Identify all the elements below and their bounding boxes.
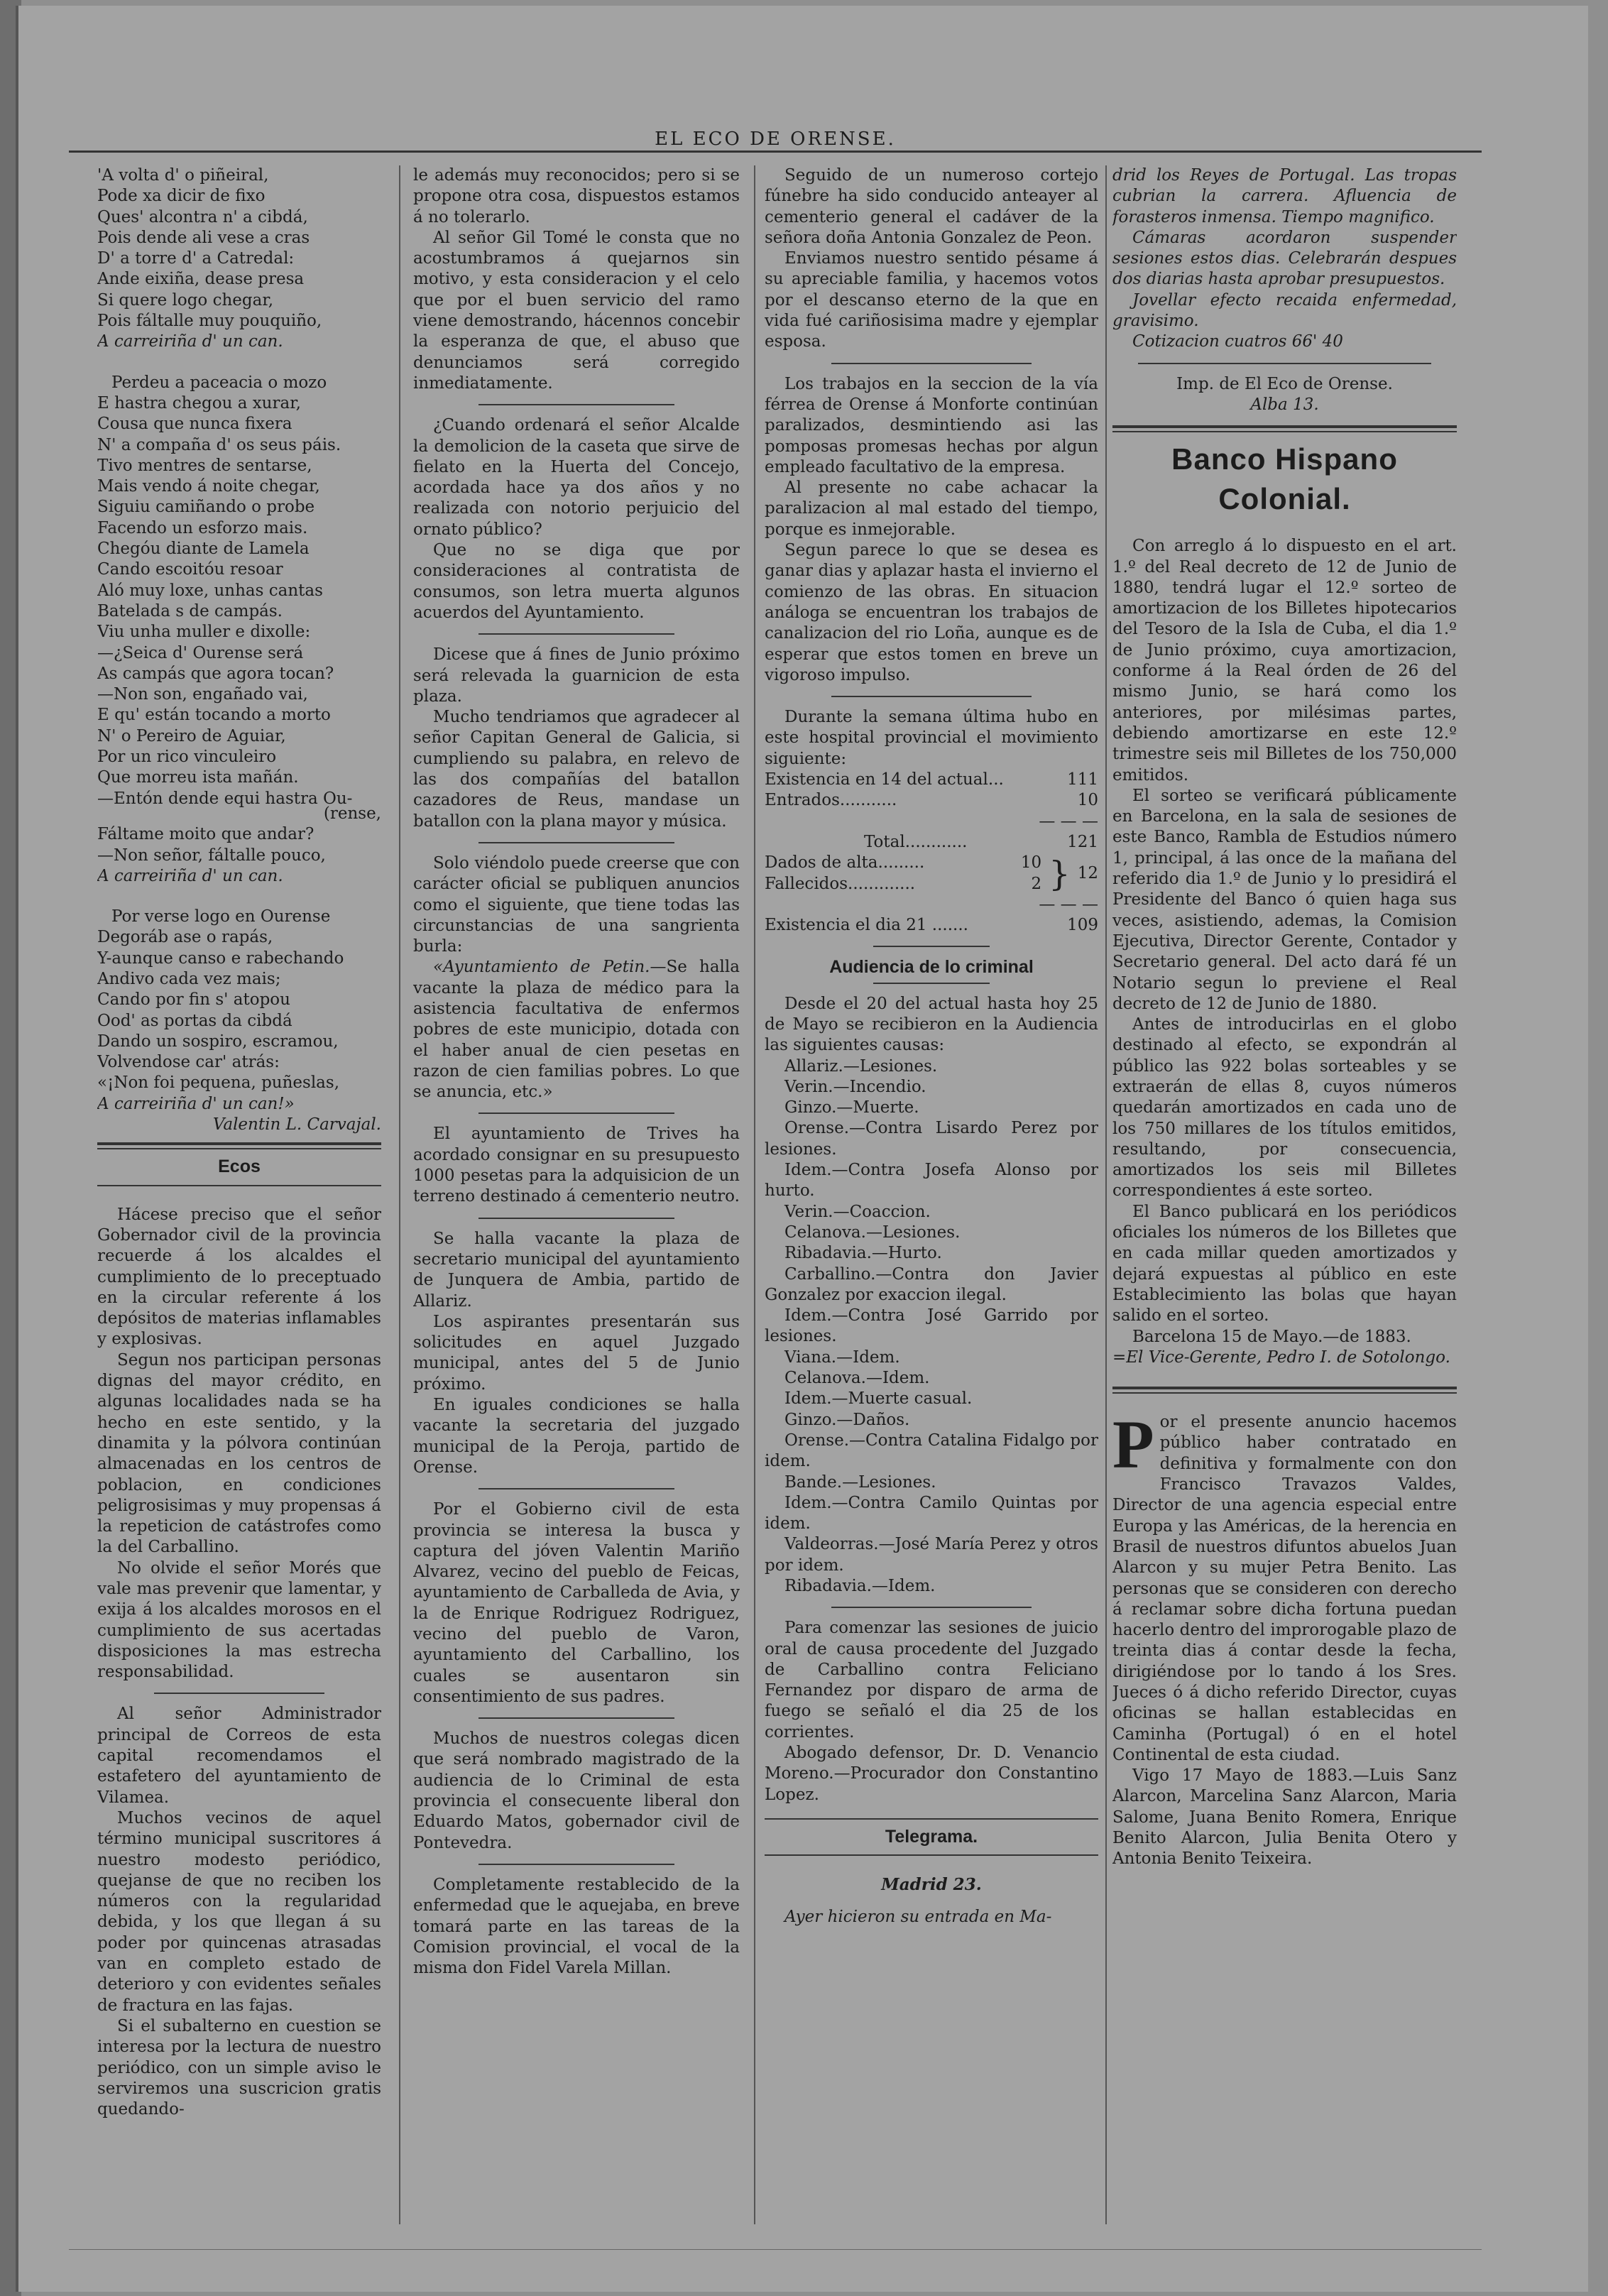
newspaper-header: EL ECO DE ORENSE.	[655, 129, 896, 150]
separator	[873, 983, 990, 984]
stat-value: 12	[1077, 863, 1098, 882]
section-rule	[765, 1818, 1098, 1820]
news-paragraph: Solo viéndolo puede creerse que con carácter oficial se publiquen anuncios como el siguiente, que tiene todas las circunstancias de una sangrienta burla:	[413, 853, 740, 956]
bank-paragraph: Con arreglo á lo dispuesto en el art. 1.º del Real decreto de 12 de Junio de 1880, tendrá lugar el 12.º sorteo de amortizacion de los Billetes hipotecarios del Tesoro de la Isla de Cuba, el dia 1.º de Junio próximo, cuya amortizacion, conforme á la Real órden de 26 del mismo Junio, se hará como los anteriores, por milésimas partes, debiendo amortizarse en este 12.º trimestre seis mil Billetes de los 750,000 emitidos.	[1112, 537, 1457, 785]
telegram-text: Cotizacion cuatros 66' 40	[1132, 332, 1343, 351]
case-item: Ribadavia.—Hurto.	[784, 1244, 942, 1263]
poem-signature: Valentin L. Carvajal.	[212, 1115, 381, 1135]
page-edge	[16, 6, 18, 2292]
stat-label: Existencia el dia 21 .......	[765, 916, 968, 935]
case-item: Valdeorras.—José María Perez y otros por idem.	[765, 1535, 1098, 1575]
separator	[478, 1717, 674, 1719]
poem-stanza-2	[97, 373, 381, 887]
poem-line: Pois dende ali vese a cras	[97, 228, 310, 247]
telegram-text: Jovellar efecto recaida enfermedad, gravisimo.	[1112, 290, 1457, 331]
poem-line: —¿Seica d' Ourense será	[97, 643, 304, 662]
case-item: Carballino.—Contra don Javier Gonzalez por exaccion ilegal.	[765, 1264, 1098, 1304]
section-title-audiencia: Audiencia de lo criminal	[829, 957, 1034, 978]
column-1	[97, 165, 381, 2224]
poem-line: Perdeu a paceacia o mozo	[111, 373, 327, 392]
news-paragraph: Al presente no cabe achacar la paralizacion al mal estado del tiempo, porque es inmejorable.	[765, 479, 1098, 539]
bank-paragraph: El Banco publicará en los periódicos oficiales los números de los Billetes que en cada millar queden amortizados y dejará expuestas al público en este Establecimiento las bolas que hayan salido en el sorteo.	[1112, 1202, 1457, 1325]
news-paragraph: Desde el 20 del actual hasta hoy 25 de Mayo se recibieron en la Audiencia las siguientes causas:	[765, 994, 1098, 1055]
stat-group	[765, 853, 1098, 895]
poem-line: Andivo cada vez mais;	[97, 969, 281, 988]
bank-paragraph: Barcelona 15 de Mayo.—de 1883.	[1132, 1327, 1411, 1346]
header-rule	[69, 151, 1482, 153]
stat-label: Total............	[864, 832, 968, 851]
quoted-notice-title: «Ayuntamiento de Petin.	[433, 958, 650, 977]
case-item: Idem.—Contra Josefa Alonso por hurto.	[765, 1161, 1098, 1201]
stat-row	[765, 853, 1041, 873]
case-item: Celanova.—Lesiones.	[784, 1223, 961, 1242]
case-item: Allariz.—Lesiones.	[784, 1056, 938, 1076]
poem-line: Chegóu diante de Lamela	[97, 540, 310, 559]
telegram-text: Cámaras acordaron suspender sesiones estos dias. Celebrarán despues dos diarias hasta aprobar presupuestos.	[1112, 228, 1457, 289]
column-divider	[1105, 165, 1107, 2224]
poem-line: Batelada s de campás.	[97, 601, 283, 621]
column-divider	[754, 165, 755, 2224]
news-paragraph: Hácese preciso que el señor Gobernador civil de la provincia recuerde á los alcaldes el cumplimiento de lo preceptuado en la circular referente á los depósitos de materias inflamables y explosivas.	[97, 1205, 381, 1349]
separator	[478, 1488, 674, 1489]
news-paragraph: Por el Gobierno civil de esta provincia se interesa la busca y captura del jóven Valentin Mariño Alvarez, vecino del pueblo de Feicas, ayuntamiento de Carballeda de Avia, y la de Enrique Rodriguez Rodriguez, vecino del pueblo de Varon, ayuntamiento del Carballino, los cuales se ausentaron sin consentimiento de sus padres.	[413, 1500, 740, 1706]
case-item: Verin.—Incendio.	[784, 1077, 926, 1096]
news-paragraph: le además muy reconocidos; pero si se propone otra cosa, dispuestos estamos á no tolerarlo.	[413, 166, 740, 226]
column-2	[413, 165, 740, 2224]
bank-paragraph: El sorteo se verificará públicamente en Barcelona, en la sala de sesiones de este Banco, Rambla de Estudios número 1, principal, á las once de la mañana del referido dia 1.º de Junio y lo presidirá el Presidente del Banco ó quien haga sus veces, asistiendo, ademas, la Comision Ejecutiva, Director Gerente, Contador y Secretario general. Del acto dará fé un Notario segun lo previene el Real decreto de 12 de Junio de 1880.	[1112, 786, 1457, 1013]
hospital-stats	[765, 770, 1098, 936]
news-paragraph: Muchos de nuestros colegas dicen que será nombrado magistrado de la audiencia de lo Criminal de esta provincia el consecuente liberal don Eduardo Matos, gobernador civil de Pontevedra.	[413, 1729, 740, 1852]
quoted-notice-body: —Se halla vacante la plaza de médico para la asistencia facultativa de enfermos pobres de este municipio, dotada con el haber anual de cien pesetas en razon de cien familias pobres. Lo que se anuncia, etc.»	[413, 958, 740, 1102]
telegram-text: Ayer hicieron su entrada en Ma-	[784, 1907, 1052, 1926]
stat-row	[765, 874, 1041, 895]
separator	[831, 1607, 1032, 1608]
section-rule	[97, 1142, 381, 1149]
case-item: Idem.—Contra José Garrido por lesiones.	[765, 1306, 1098, 1346]
separator	[154, 1693, 324, 1694]
poem-line: Si quere logo chegar,	[97, 290, 274, 310]
poem-line: Ques' alcontra n' a cibdá,	[97, 207, 308, 226]
poem-line: Ande eixiña, dease presa	[97, 270, 305, 289]
brace-icon: }	[1049, 853, 1071, 894]
stat-label: Dados de alta.........	[765, 853, 925, 873]
column-divider	[399, 165, 400, 2224]
case-item: Idem.—Muerte casual.	[784, 1389, 973, 1409]
poem-stanza-3	[97, 907, 381, 1115]
printer-address: Alba 13.	[1250, 395, 1319, 414]
stat-label: Existencia en 14 del actual...	[765, 770, 1004, 789]
separator	[1138, 363, 1431, 364]
column-3	[765, 165, 1098, 2224]
poem-line: Mais vendo á noite chegar,	[97, 477, 320, 496]
case-item: Ginzo.—Daños.	[784, 1410, 910, 1429]
separator	[478, 1218, 674, 1219]
separator	[478, 842, 674, 843]
poem-line: Degoráb ase o rapás,	[97, 928, 273, 947]
poem-line: Pois fáltalle muy pouquiño,	[97, 312, 322, 331]
section-rule	[1112, 1387, 1457, 1394]
bottom-rule	[69, 2249, 1482, 2250]
poem-line: Dando un sospiro, escramou,	[97, 1032, 339, 1051]
news-paragraph: Se halla vacante la plaza de secretario municipal del ayuntamiento de Junquera de Ambia, partido de Allariz.	[413, 1229, 740, 1311]
telegram-text: drid los Reyes de Portugal. Las tropas cubrian la carrera. Afluencia de forasteros inmensa. Tiempo magnifico.	[1112, 166, 1457, 226]
quoted-notice	[413, 957, 740, 1103]
news-paragraph: Los aspirantes presentarán sus solicitudes en aquel Juzgado municipal, antes del 5 de Junio próximo.	[413, 1312, 740, 1394]
poem-line: 'A volta d' o piñeiral,	[97, 166, 269, 185]
news-paragraph: Abogado defensor, Dr. D. Venancio Moreno.—Procurador don Constantino Lopez.	[765, 1744, 1098, 1804]
bank-paragraph: Antes de introducirlas en el globo destinado al efecto, se expondrán al público las 922 bolas sorteables y se extraerán de ellas 8, cuyos números quedarán amortizados en cada uno de los 750 millares de los títulos emitidos, resultando, por consecuencia, amortizados los seis mil Billetes correspondientes á este sorteo.	[1112, 1015, 1457, 1201]
case-item: Orense.—Contra Lisardo Perez por lesiones.	[765, 1119, 1098, 1159]
poem-line: Cousa que nunca fixera	[97, 415, 292, 434]
stat-row	[765, 770, 1098, 790]
poem-line: N' a compaña d' os seus páis.	[97, 435, 341, 454]
stat-value: 111	[1067, 770, 1098, 789]
poem-line: «¡Non foi pequena, puñeslas,	[97, 1073, 340, 1093]
case-item: Ribadavia.—Idem.	[784, 1577, 936, 1595]
poem-line: Viu unha muller e dixolle:	[97, 623, 311, 642]
news-paragraph: Los trabajos en la seccion de la vía férrea de Orense á Monforte continúan paralizados, desmintiendo asi las pomposas promesas hechas por algun empleado facultativo de la empresa.	[765, 374, 1098, 476]
poem-line: —Non señor, fáltalle pouco,	[97, 846, 326, 865]
poem-line: As campás que agora tocan?	[97, 664, 334, 683]
poem-refrain: A carreiriña d' un can.	[97, 866, 283, 885]
poem-line: Ood' as portas da cibdá	[97, 1011, 292, 1030]
poem-line: Cando por fin s' atopou	[97, 990, 290, 1010]
stat-label: Entrados...........	[765, 791, 897, 810]
stat-row-total	[765, 832, 1098, 853]
bank-ad-title: Banco Hispano Colonial.	[1171, 442, 1398, 516]
poem-line: N' o Pereiro de Aguiar,	[97, 726, 286, 745]
stat-row-final	[765, 915, 1098, 936]
case-item: Bande.—Lesiones.	[784, 1472, 936, 1492]
poem-line: Y-aunque canso e rabechando	[97, 949, 344, 968]
news-paragraph: No olvide el señor Morés que vale mas prevenir que lamentar, y exija á los alcaldes morosos en el cumplimiento de sus acertadas disposiciones la mas estrecha responsabilidad.	[97, 1558, 381, 1682]
poem-line: Por verse logo en Ourense	[111, 907, 331, 926]
stat-value: 2	[1031, 874, 1042, 893]
advert-signature: Vigo 17 Mayo de 1883.—Luis Sanz Alarcon, Marcelina Sanz Alarcon, Maria Salome, Juana Benito Romera, Enrique Benito Alarcon, Julia Benita Otero y Antonia Benito Teixeira.	[1112, 1766, 1457, 1869]
inheritance-advert	[1112, 1406, 1457, 1870]
drop-cap: P	[1112, 1406, 1154, 1483]
case-item: Idem.—Contra Camilo Quintas por idem.	[765, 1493, 1098, 1534]
news-paragraph: Muchos vecinos de aquel término municipal suscritores á nuestro modesto periódico, quejanse de que no reciben los números con la regularidad debida, y los que llegan á su poder por quincenas atrasadas van en completo estado de deterioro y con evidentes señales de fractura en las fajas.	[97, 1808, 381, 2015]
news-paragraph: Para comenzar las sesiones de juicio oral de causa procedente del Juzgado de Carballino contra Feliciano Fernandez por disparo de arma de fuego se señaló el dia 25 de los corrientes.	[765, 1619, 1098, 1742]
stat-dash: — — —	[1039, 811, 1098, 831]
poem-line-continuation: (rense,	[323, 804, 381, 823]
separator	[873, 946, 990, 947]
news-paragraph: Si el subalterno en cuestion se interesa por la lectura de nuestro periódico, con un simple aviso le serviremos una suscricion gratis quedando-	[97, 2016, 381, 2119]
stat-value: 121	[1067, 832, 1098, 851]
section-rule	[765, 1854, 1098, 1856]
stat-group-rows	[765, 853, 1041, 895]
news-paragraph: Que no se diga que por consideraciones al contratista de consumos, son letra muerta algunos acuerdos del Ayuntamiento.	[413, 541, 740, 622]
poem-line: Cando escoitóu resoar	[97, 560, 283, 579]
printer-line: Imp. de El Eco de Orense.	[1176, 374, 1393, 393]
poem-line: Que morreu ista mañán.	[97, 768, 299, 787]
section-rule	[97, 1185, 381, 1186]
bank-signature: =El Vice-Gerente, Pedro I. de Sotolongo.	[1112, 1347, 1450, 1367]
poem-line: Por un rico vinculeiro	[97, 748, 277, 767]
news-paragraph: Al señor Administrador principal de Correos de esta capital recomendamos el estafetero del ayuntamiento de Vilamea.	[97, 1705, 381, 1807]
news-paragraph: Dicese que á fines de Junio próximo será relevada la guarnicion de esta plaza.	[413, 645, 740, 706]
newspaper-page	[16, 6, 1588, 2292]
section-title-ecos: Ecos	[218, 1157, 261, 1177]
case-item: Ginzo.—Muerte.	[784, 1098, 919, 1117]
poem-line: Volvendose car' atrás:	[97, 1053, 280, 1072]
news-paragraph: Durante la semana última hubo en este hospital provincial el movimiento siguiente:	[765, 708, 1098, 768]
news-paragraph: Completamente restablecido de la enfermedad que le aquejaba, en breve tomará parte en las tareas de la Comision provincial, el vocal de la misma don Fidel Varela Millan.	[413, 1875, 740, 1978]
poem-line: —Entón dende equi hastra Ou-	[97, 789, 353, 808]
poem-line: Tivo mentres de sentarse,	[97, 456, 312, 475]
news-paragraph: Al señor Gil Tomé le consta que no acostumbramos á quejarnos sin motivo, y esta consideracion y el celo que por el buen servicio del ramo viene demostrando, hácennos concebir la esperanza de que, el abuso que denunciamos será corregido inmediatamente.	[413, 228, 740, 393]
news-paragraph: En iguales condiciones se halla vacante la secretaria del juzgado municipal de la Peroja, partido de Orense.	[413, 1396, 740, 1477]
news-paragraph: ¿Cuando ordenará el señor Alcalde la demolicion de la caseta que sirve de fielato en la Huerta del Concejo, acordada hace ya dos años y no realizada con notorio perjuicio del ornato público?	[413, 416, 740, 539]
poem-line: —Non son, engañado vai,	[97, 685, 308, 704]
news-paragraph: Segun parece lo que se desea es ganar dias y aplazar hasta el invierno el comienzo de las obras. En situacion análoga se encuentran los trabajos de canalizacion del rio Loña, aunque es de esperar que estos tomen en breve un vigoroso impulso.	[765, 541, 1098, 684]
separator	[478, 633, 674, 635]
stat-value: 10	[1020, 853, 1042, 873]
poem-refrain: A carreiriña d' un can.	[97, 332, 283, 351]
stat-value: 109	[1067, 916, 1098, 935]
stat-label: Fallecidos.............	[765, 874, 916, 893]
separator	[478, 1864, 674, 1865]
news-paragraph: Seguido de un numeroso cortejo fúnebre ha sido conducido anteayer al cementerio general el cadáver de la señora doña Antonia Gonzalez de Peon.	[765, 166, 1098, 247]
poem-line: Siguiu camiñando o probe	[97, 498, 315, 517]
news-paragraph: Mucho tendriamos que agradecer al señor Capitan General de Galicia, si cumpliendo su palabra, en relevo de las dos compañías del batallon cazadores de Reus, mandase un batallon con la plana mayor y música.	[413, 708, 740, 831]
poem-line: E hastra chegou a xurar,	[97, 393, 301, 412]
news-paragraph: Segun nos participan personas dignas del mayor crédito, en algunas localidades nada se ha hecho en este sentido, y la dinamita y la pólvora continúan almacenadas en los centros de poblacion, en condiciones peligrosisimas y muy propensas á la repeticion de catástrofes como la del Carballino.	[97, 1350, 381, 1557]
separator	[478, 404, 674, 405]
section-title-telegrama: Telegrama.	[885, 1826, 978, 1847]
separator	[831, 363, 1032, 364]
poem-line: D' a torre d' a Catredal:	[97, 249, 295, 268]
poem-line: E qu' están tocando a morto	[97, 706, 331, 725]
case-item: Orense.—Contra Catalina Fidalgo por idem.	[765, 1431, 1098, 1471]
section-rule	[1112, 425, 1457, 432]
stat-dash: — — —	[1039, 895, 1098, 914]
dateline: Madrid 23.	[881, 1875, 982, 1895]
stat-value: 10	[1077, 791, 1098, 810]
poem-line: Facendo un esforzo mais.	[97, 518, 308, 537]
poem-refrain: A carreiriña d' un can!»	[97, 1094, 295, 1113]
case-item: Verin.—Coaccion.	[784, 1202, 931, 1221]
poem-stanza-1	[97, 165, 381, 353]
separator	[831, 696, 1032, 697]
case-item: Viana.—Idem.	[784, 1347, 900, 1367]
poem-line: Fáltame moito que andar?	[97, 825, 315, 844]
poem-line: Pode xa dicir de fixo	[97, 187, 266, 206]
advert-paragraph: or el presente anuncio hacemos público haber contratado en definitiva y formalmente con don Francisco Travazos Valdes, Director de una agencia especial entre Europa y las Américas, de la herencia en Brasil de nuestros difuntos abuelos Juan Alarcon y su mujer Petra Benito. Las personas que se consideren con derecho á reclamar sobre dicha fortuna puedan hacerlo dentro del improrogable plazo de treinta dias á contar desde la fecha, dirigiéndose por lo tando á los Sres. Jueces ó á dicho referido Director, cuyas oficinas se hallan establecidas en Caminha (Portugal) ó en el hotel Continental de esta ciudad.	[1112, 1413, 1457, 1764]
stat-row	[765, 790, 1098, 811]
news-paragraph: El ayuntamiento de Trives ha acordado consignar en su presupuesto 1000 pesetas para la adquisicion de un terreno destinado á cementerio neutro.	[413, 1125, 740, 1206]
column-4	[1112, 165, 1457, 2224]
case-item: Celanova.—Idem.	[784, 1369, 930, 1388]
separator	[478, 1113, 674, 1114]
poem-line: Aló muy loxe, unhas cantas	[97, 581, 323, 600]
news-paragraph: Enviamos nuestro sentido pésame á su apreciable familia, y hacemos votos por el descanso eterno de la que en vida fué cariñosisima madre y ejemplar esposa.	[765, 249, 1098, 351]
